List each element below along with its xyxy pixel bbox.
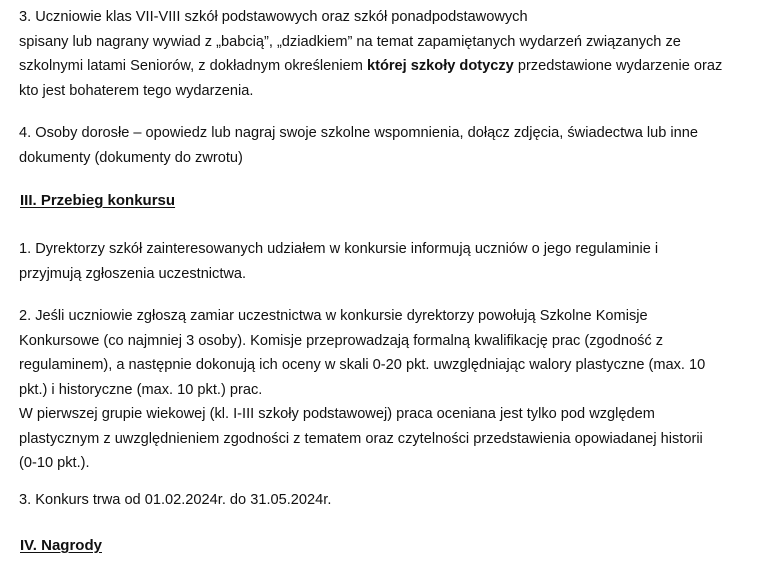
text-line: regulaminem), a następnie dokonują ich oceny w skali 0-20 pkt. uwzględniając walory plastyczne (max. 10 (19, 357, 706, 373)
paragraph-section3-item3 (19, 488, 759, 513)
bold-text: której szkoły dotyczy (366, 58, 514, 74)
text-line: W pierwszej grupie wiekowej (kl. I-III szkoły podstawowej) praca oceniana jest tylko pod względem (19, 406, 655, 422)
paragraph-section3-item1 (19, 237, 759, 286)
text-line: pkt.) i historyczne (max. 10 pkt.) prac. (19, 381, 263, 398)
paragraph-section2-item3 (19, 5, 759, 103)
text-line: spisany lub nagrany wywiad z „babcią”, „dziadkiem” na temat zapamiętanych wydarzeń związanych ze (19, 33, 681, 50)
section-heading: III. Przebieg konkursu (20, 192, 176, 209)
text-line: (0-10 pkt.). (19, 455, 90, 471)
text-line: 3. Konkurs trwa od 01.02.2024r. do 31.05.2024r. (19, 492, 332, 508)
text-line: kto jest bohaterem tego wydarzenia. (19, 82, 254, 99)
text-line: plastycznym z uwzględnieniem zgodności z tematem oraz czytelności przedstawienia opowiadanej historii (19, 430, 703, 447)
text-fragment: przedstawione wydarzenie oraz (513, 58, 723, 74)
text-line-with-emphasis (19, 54, 759, 79)
text-line: 2. Jeśli uczniowie zgłoszą zamiar uczestnictwa w konkursie dyrektorzy powołują Szkolne Komisje (19, 308, 648, 324)
text-line: 4. Osoby dorosłe – opowiedz lub nagraj swoje szkolne wspomnienia, dołącz zdjęcia, świadectwa lub inne (19, 125, 698, 141)
paragraph-section2-item4 (19, 121, 759, 170)
section-heading: IV. Nagrody (20, 537, 102, 554)
text-line: przyjmują zgłoszenia uczestnictwa. (19, 265, 247, 282)
text-line: 1. Dyrektorzy szkół zainteresowanych udziałem w konkursie informują uczniów o jego regulaminie i (19, 241, 659, 257)
text-line: 3. Uczniowie klas VII-VIII szkół podstawowych oraz szkół ponadpodstawowych (19, 9, 528, 25)
text-fragment: szkolnymi latami Seniorów, z dokładnym określeniem (19, 58, 367, 74)
text-line: Konkursowe (co najmniej 3 osoby). Komisje przeprowadzają formalną kwalifikację prac (zgodność z (19, 332, 664, 349)
paragraph-section3-item2 (19, 304, 759, 476)
text-line: dokumenty (dokumenty do zwrotu) (19, 149, 243, 166)
